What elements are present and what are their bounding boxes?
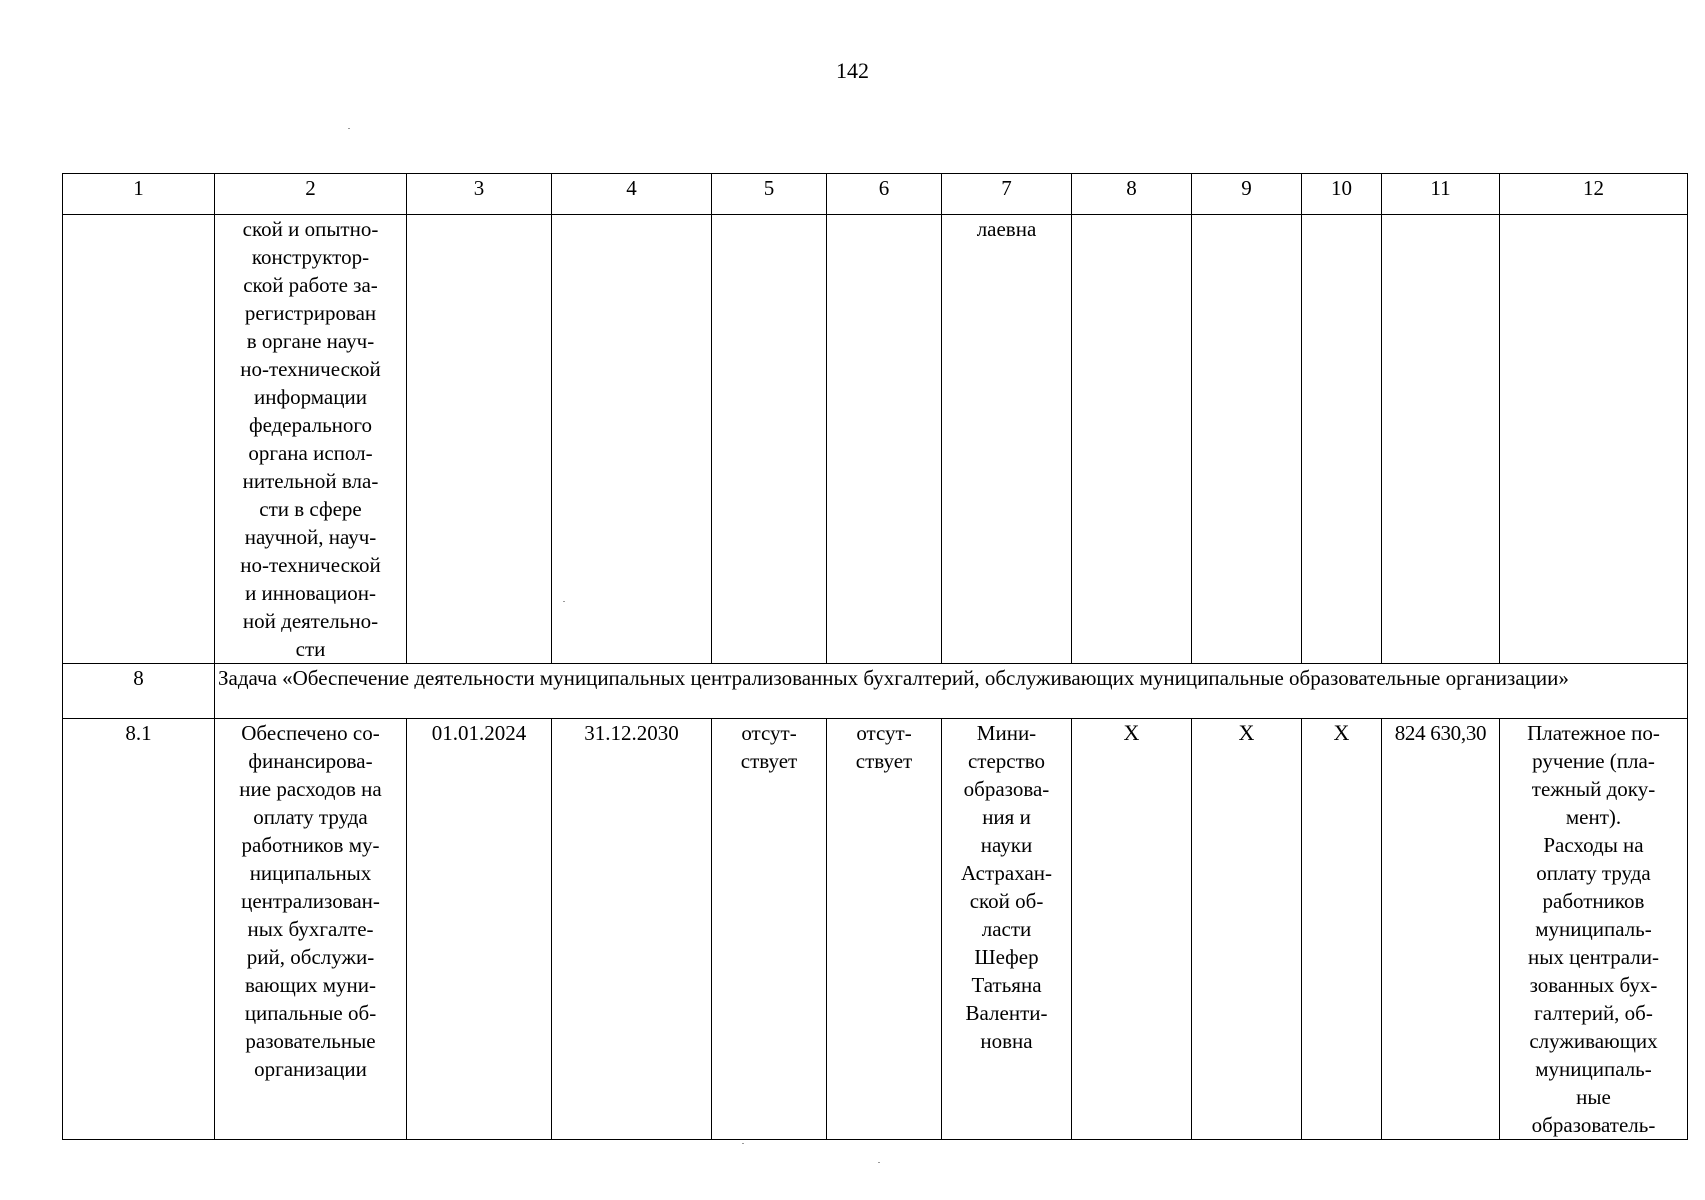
column-header: 1 <box>63 174 215 215</box>
column-9-mark: X <box>1192 719 1302 1140</box>
table-cell <box>407 215 552 664</box>
scan-speck <box>563 601 565 602</box>
column-6-value: отсут- ствует <box>827 719 942 1140</box>
column-header: 6 <box>827 174 942 215</box>
scan-speck <box>878 1162 880 1163</box>
table-cell <box>1072 215 1192 664</box>
table-cell <box>827 215 942 664</box>
table-cell <box>63 215 215 664</box>
column-header: 7 <box>942 174 1072 215</box>
scan-speck <box>742 1143 744 1144</box>
column-5-value: отсут- ствует <box>712 719 827 1140</box>
column-header: 2 <box>215 174 407 215</box>
column-header: 4 <box>552 174 712 215</box>
result-description-continued: ской и опытно- конструктор- ской работе за- регистрирован в органе науч- но-технической информации федерального органа испол- нительной вла- сти в сфере научной, науч- но-технической и инновацион- ной деятельно- сти <box>215 215 407 664</box>
task-title: Задача «Обеспечение деятельности муниципальных централизованных бухгалтерий, обслуживающих муниципальные образовательные организации» <box>215 664 1688 719</box>
table-cell <box>1382 215 1500 664</box>
confirming-document: Платежное по- ручение (пла- тежный доку- мент). Расходы на оплату труда работников муниципаль- ных централи- зованных бух- галтерий, об- служивающих муниципаль- ные образователь- <box>1500 719 1688 1140</box>
column-header: 12 <box>1500 174 1688 215</box>
column-header: 10 <box>1302 174 1382 215</box>
responsible-executor: Мини- стерство образова- ния и науки Астрахан- ской об- ласти Шефер Татьяна Валенти- новна <box>942 719 1072 1140</box>
column-header: 3 <box>407 174 552 215</box>
register-table <box>62 173 1688 1140</box>
start-date: 01.01.2024 <box>407 719 552 1140</box>
column-number-row <box>63 174 1688 215</box>
responsible-continued: лаевна <box>942 215 1072 664</box>
table-cell <box>712 215 827 664</box>
table-cell <box>552 215 712 664</box>
table-cell <box>1302 215 1382 664</box>
task-row <box>63 664 1688 719</box>
column-10-mark: X <box>1302 719 1382 1140</box>
column-header: 9 <box>1192 174 1302 215</box>
table-cell <box>1500 215 1688 664</box>
task-number: 8 <box>63 664 215 719</box>
column-header: 11 <box>1382 174 1500 215</box>
end-date: 31.12.2030 <box>552 719 712 1140</box>
column-8-mark: X <box>1072 719 1192 1140</box>
scan-speck <box>348 128 350 129</box>
column-header: 5 <box>712 174 827 215</box>
table-cell <box>1192 215 1302 664</box>
result-description: Обеспечено со- финансирова- ние расходов на оплату труда работников му- ниципальных централизован- ных бухгалте- рий, обслужи- вающих муни- ципальные об- разовательные организации <box>215 719 407 1140</box>
continuation-row <box>63 215 1688 664</box>
table-row <box>63 719 1688 1140</box>
row-number: 8.1 <box>63 719 215 1140</box>
funding-amount: 824 630,30 <box>1382 719 1500 1140</box>
page-number: 142 <box>836 58 869 83</box>
column-header: 8 <box>1072 174 1192 215</box>
